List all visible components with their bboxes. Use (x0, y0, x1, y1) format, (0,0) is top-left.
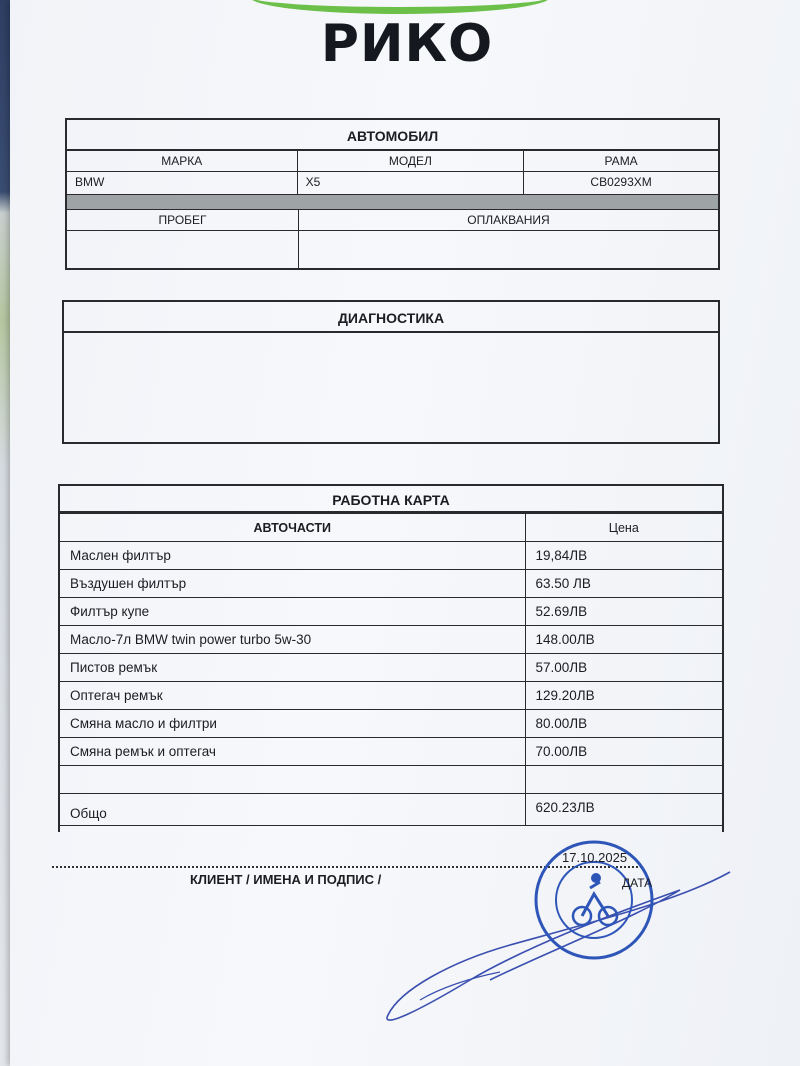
part-name: Смяна ремък и оптегач (60, 738, 525, 766)
client-signature-label: КЛИЕНТ / ИМЕНА И ПОДПИС / (190, 872, 382, 887)
work-card-title: РАБОТНА КАРТА (60, 486, 722, 513)
part-price: 129.20ЛВ (525, 682, 722, 710)
part-price: 70.00ЛВ (525, 738, 722, 766)
part-name: Масло-7л BMW twin power turbo 5w-30 (60, 626, 525, 654)
part-name: Оптегач ремък (60, 682, 525, 710)
part-price: 57.00ЛВ (525, 654, 722, 682)
part-price: 148.00ЛВ (525, 626, 722, 654)
part-name: Смяна масло и филтри (60, 710, 525, 738)
car-section-title: АВТОМОБИЛ (67, 120, 718, 151)
part-price: 80.00ЛВ (525, 710, 722, 738)
car-section (65, 118, 720, 270)
part-price: 52.69ЛВ (525, 598, 722, 626)
work-card (58, 484, 724, 832)
part-price: 63.50 ЛВ (525, 570, 722, 598)
logo-arc (250, 0, 550, 14)
parts-column-header: АВТОЧАСТИ (60, 514, 525, 542)
part-name: Въздушен филтър (60, 570, 525, 598)
model-value: X5 (298, 172, 525, 194)
mileage-row (67, 209, 718, 269)
car-value-row (67, 172, 718, 195)
part-price (525, 766, 722, 794)
table-row (60, 626, 722, 654)
part-name: Пистов ремък (60, 654, 525, 682)
part-name: Филтър купе (60, 598, 525, 626)
diagnostics-section (62, 300, 720, 444)
mileage-label: ПРОБЕГ (67, 210, 298, 231)
part-name: Маслен филтър (60, 542, 525, 570)
table-row (60, 654, 722, 682)
frame-label: РАМА (604, 154, 638, 168)
complaints-label: ОПЛАКВАНИЯ (299, 210, 718, 231)
invoice-sheet (10, 0, 800, 1066)
diagnostics-title: ДИАГНОСТИКА (64, 302, 718, 333)
make-value: BMW (67, 172, 298, 194)
table-row (60, 682, 722, 710)
part-name (60, 766, 525, 794)
table-row (60, 598, 722, 626)
table-row (60, 766, 722, 794)
table-row (60, 542, 722, 570)
table-row (60, 738, 722, 766)
price-column-header: Цена (525, 514, 722, 542)
parts-table (60, 513, 722, 826)
table-row (60, 570, 722, 598)
total-label: Общо (60, 794, 525, 826)
total-value: 620.23ЛВ (525, 794, 722, 826)
car-header-row (67, 151, 718, 172)
date-value: 17.10.2025 (562, 850, 628, 865)
date-label: ДАТА (622, 876, 653, 890)
frame-value: СВ0293ХМ (590, 175, 652, 189)
table-row (60, 710, 722, 738)
model-label: МОДЕЛ (298, 151, 525, 171)
part-price: 19,84ЛВ (525, 542, 722, 570)
table-header-row (60, 514, 722, 542)
company-logo: РИКО (320, 14, 494, 74)
make-label: МАРКА (67, 151, 298, 171)
separator-bar (67, 195, 718, 209)
total-row (60, 794, 722, 826)
